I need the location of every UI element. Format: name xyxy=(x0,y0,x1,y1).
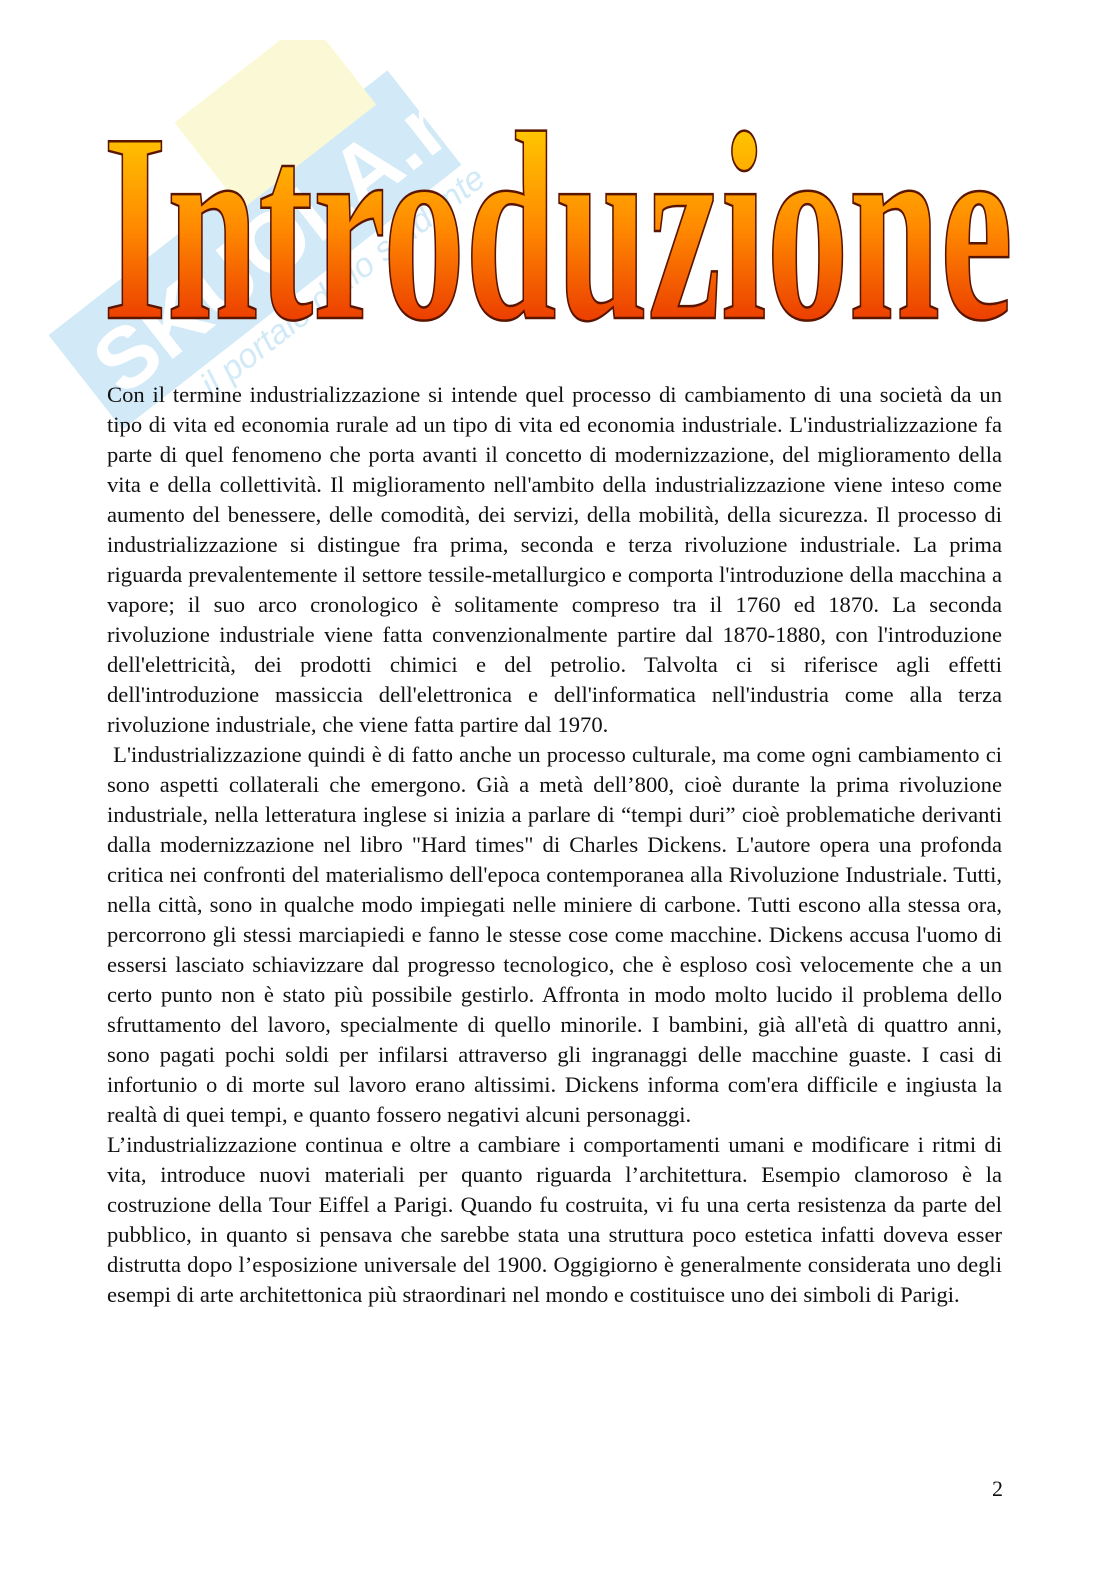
page-title xyxy=(96,78,1020,377)
watermark-tagline: il portale dello studente xyxy=(193,158,490,405)
paragraph-3: L’industrializzazione continua e oltre a cambiare i comportamenti umani e modificare i ritmi di vita, introduce nuovi materiali per quanto riguarda l’architettura. Esempio clamoroso è la costruzione della Tour Eiffel a Parigi. Quando fu costruita, vi fu una certa resistenza da parte del pubblico, in quanto si pensava che sarebbe stata una struttura poco estetica infatti doveva esser distrutta dopo l’esposizione universale del 1900. Oggigiorno è generalmente considerata uno degli esempi di arte architettonica più straordinari nel mondo e costituisce uno dei simboli di Parigi. xyxy=(107,1132,1002,1307)
body-text xyxy=(107,380,1008,1310)
title-text: Introduzione xyxy=(103,78,1013,377)
paragraph-2: L'industrializzazione quindi è di fatto anche un processo culturale, ma come ogni cambiamento ci sono aspetti collaterali che emergono. Già a metà dell’800, cioè durante la prima rivoluzione industriale, nella letteratura inglese si inizia a parlare di “tempi duri” cioè problematiche derivanti dalla modernizzazione nel libro "Hard times" di Charles Dickens. L'autore opera una profonda critica nei confronti del materialismo dell'epoca contemporanea alla Rivoluzione Industriale. Tutti, nella città, sono in qualche modo impiegati nelle miniere di carbone. Tutti escono alla stessa ora, percorrono gli stessi marciapiedi e fanno le stesse cose come macchine. Dickens accusa l'uomo di essersi lasciato schiavizzare dal progresso tecnologico, che è esploso così velocemente che a un certo punto non è stato più possibile gestirlo. Affronta in modo molto lucido il problema dello sfruttamento del lavoro, specialmente di quello minorile. I bambini, già all'età di quattro anni, sono pagati pochi soldi per infilarsi attraverso gli ingranaggi delle macchine guaste. I casi di infortunio o di morte sul lavoro erano altissimi. Dickens informa com'era difficile e ingiusta la realtà di quei tempi, e quanto fossero negativi alcuni personaggi. xyxy=(107,742,1008,1127)
page-number: 2 xyxy=(992,1476,1003,1501)
watermark-brand: SKUOLA.net xyxy=(75,40,490,413)
title-wordart xyxy=(96,78,1020,377)
paragraph-1: Con il termine industrializzazione si intende quel processo di cambiamento di una società da un tipo di vita ed economia rurale ad un tipo di vita ed economia industriale. L'industrializzazione fa parte di quel fenomeno che porta avanti il concetto di modernizzazione, del miglioramento della vita e della collettività. Il miglioramento nell'ambito della industrializzazione viene inteso come aumento del benessere, delle comodità, dei servizi, della mobilità, della sicurezza. Il processo di industrializzazione si distingue fra prima, seconda e terza rivoluzione industriale. La prima riguarda prevalentemente il settore tessile-metallurgico e comporta l'introduzione della macchina a vapore; il suo arco cronologico è solitamente compreso tra il 1760 ed 1870. La seconda rivoluzione industriale viene fatta convenzionalmente partire dal 1870-1880, con l'introduzione dell'elettricità, dei prodotti chimici e del petrolio. Talvolta ci si riferisce agli effetti dell'introduzione massiccia dell'elettronica e dell'informatica nell'industria come alla terza rivoluzione industriale, che viene fatta partire dal 1970. xyxy=(107,382,1002,737)
